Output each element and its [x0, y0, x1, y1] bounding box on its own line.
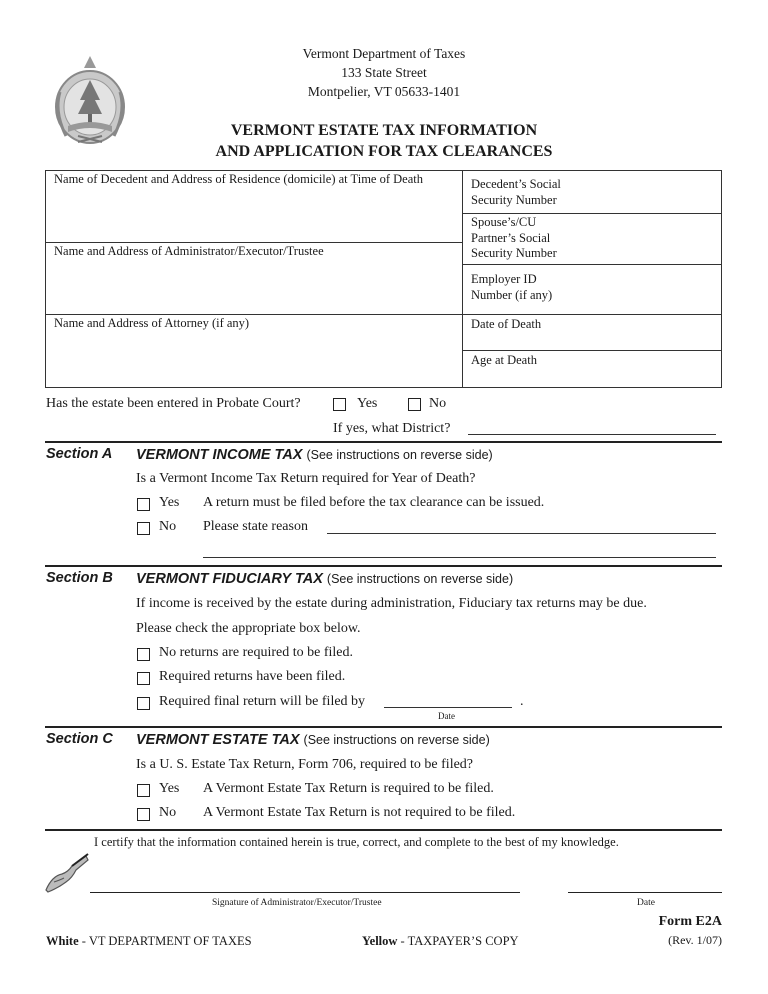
district-input[interactable] — [468, 434, 716, 435]
income-tax-no-text: Please state reason — [203, 519, 308, 534]
section-a-label: Section A — [46, 446, 113, 462]
box-divider — [462, 170, 463, 388]
estate-tax-yes-text: A Vermont Estate Tax Return is required to be filed. — [203, 781, 494, 796]
fiduciary-final-return-label: Required final return will be filed by — [159, 694, 366, 709]
fiduciary-filed-label: Required returns have been filed. — [159, 669, 346, 684]
section-b-line-1: If income is received by the estate during administration, Fiduciary tax returns may be due. — [136, 596, 647, 611]
date-of-death-field[interactable]: Date of Death — [471, 317, 542, 331]
fiduciary-final-return-checkbox[interactable] — [137, 697, 150, 710]
city-address: Montpelier, VT 05633-1401 — [307, 84, 461, 99]
employer-id-field[interactable]: Employer ID Number (if any) — [471, 272, 553, 302]
reason-input-line-1[interactable] — [327, 533, 716, 534]
probate-question: Has the estate been entered in Probate Court? — [46, 396, 301, 411]
estate-tax-yes-label: Yes — [159, 781, 180, 796]
probate-no-label: No — [429, 396, 447, 411]
decedent-name-field[interactable]: Name of Decedent and Address of Residence (domicile) at Time of Death — [54, 172, 423, 186]
final-return-date-label: Date — [438, 711, 455, 721]
title-line-2: AND APPLICATION FOR TAX CLEARANCES — [215, 143, 553, 160]
income-tax-yes-label: Yes — [159, 495, 180, 510]
income-tax-no-label: No — [159, 519, 177, 534]
fiduciary-no-returns-checkbox[interactable] — [137, 648, 150, 661]
attorney-field[interactable]: Name and Address of Attorney (if any) — [54, 316, 250, 330]
income-tax-yes-checkbox[interactable] — [137, 498, 150, 511]
probate-yes-label: Yes — [357, 396, 378, 411]
probate-yes-checkbox[interactable] — [333, 398, 346, 411]
agency-name: Vermont Department of Taxes — [302, 46, 466, 61]
administrator-field[interactable]: Name and Address of Administrator/Executor/Trustee — [54, 244, 324, 258]
signature-date-label: Date — [637, 898, 655, 908]
fiduciary-no-returns-label: No returns are required to be filed. — [159, 645, 353, 660]
white-copy-note: White - VT DEPARTMENT OF TAXES — [46, 934, 252, 948]
section-c-heading: VERMONT ESTATE TAX (See instructions on reverse side) — [136, 732, 490, 748]
final-return-date-input[interactable] — [384, 707, 512, 708]
final-return-period: . — [520, 694, 524, 709]
department-address — [0, 44, 768, 101]
certification-statement: I certify that the information contained herein is true, correct, and complete to the best of my knowledge. — [94, 835, 619, 849]
income-tax-no-checkbox[interactable] — [137, 522, 150, 535]
section-b-line-2: Please check the appropriate box below. — [136, 621, 361, 636]
section-c-question: Is a U. S. Estate Tax Return, Form 706, required to be filed? — [136, 757, 474, 772]
income-tax-yes-text: A return must be filed before the tax clearance can be issued. — [203, 495, 545, 510]
signing-hand-icon — [42, 852, 92, 894]
signature-date-input[interactable] — [568, 892, 722, 893]
section-b-heading: VERMONT FIDUCIARY TAX (See instructions on reverse side) — [136, 571, 514, 587]
signature-label: Signature of Administrator/Executor/Trustee — [212, 898, 382, 908]
estate-tax-no-label: No — [159, 805, 177, 820]
estate-tax-yes-checkbox[interactable] — [137, 784, 150, 797]
section-b-label: Section B — [46, 570, 113, 586]
estate-tax-no-text: A Vermont Estate Tax Return is not required to be filed. — [203, 805, 516, 820]
signature-input[interactable] — [90, 892, 520, 893]
decedent-ssn-field[interactable]: Decedent’s Social Security Number — [471, 177, 561, 207]
yellow-copy-note: Yellow - TAXPAYER’S COPY — [362, 934, 519, 948]
title-line-1: VERMONT ESTATE TAX INFORMATION — [230, 122, 538, 139]
form-number: Form E2A — [658, 914, 722, 929]
section-a-heading: VERMONT INCOME TAX (See instructions on reverse side) — [136, 447, 493, 463]
form-revision: (Rev. 1/07) — [668, 933, 722, 947]
estate-tax-no-checkbox[interactable] — [137, 808, 150, 821]
district-question: If yes, what District? — [333, 421, 451, 436]
form-title — [0, 120, 768, 162]
section-c-label: Section C — [46, 731, 113, 747]
street-address: 133 State Street — [341, 65, 427, 80]
section-a-question: Is a Vermont Income Tax Return required for Year of Death? — [136, 471, 476, 486]
estate-info-box — [45, 170, 722, 388]
probate-no-checkbox[interactable] — [408, 398, 421, 411]
spouse-ssn-field[interactable]: Spouse’s/CU Partner’s Social Security Number — [471, 215, 557, 260]
age-at-death-field[interactable]: Age at Death — [471, 353, 537, 367]
reason-input-line-2[interactable] — [203, 557, 716, 558]
fiduciary-filed-checkbox[interactable] — [137, 672, 150, 685]
